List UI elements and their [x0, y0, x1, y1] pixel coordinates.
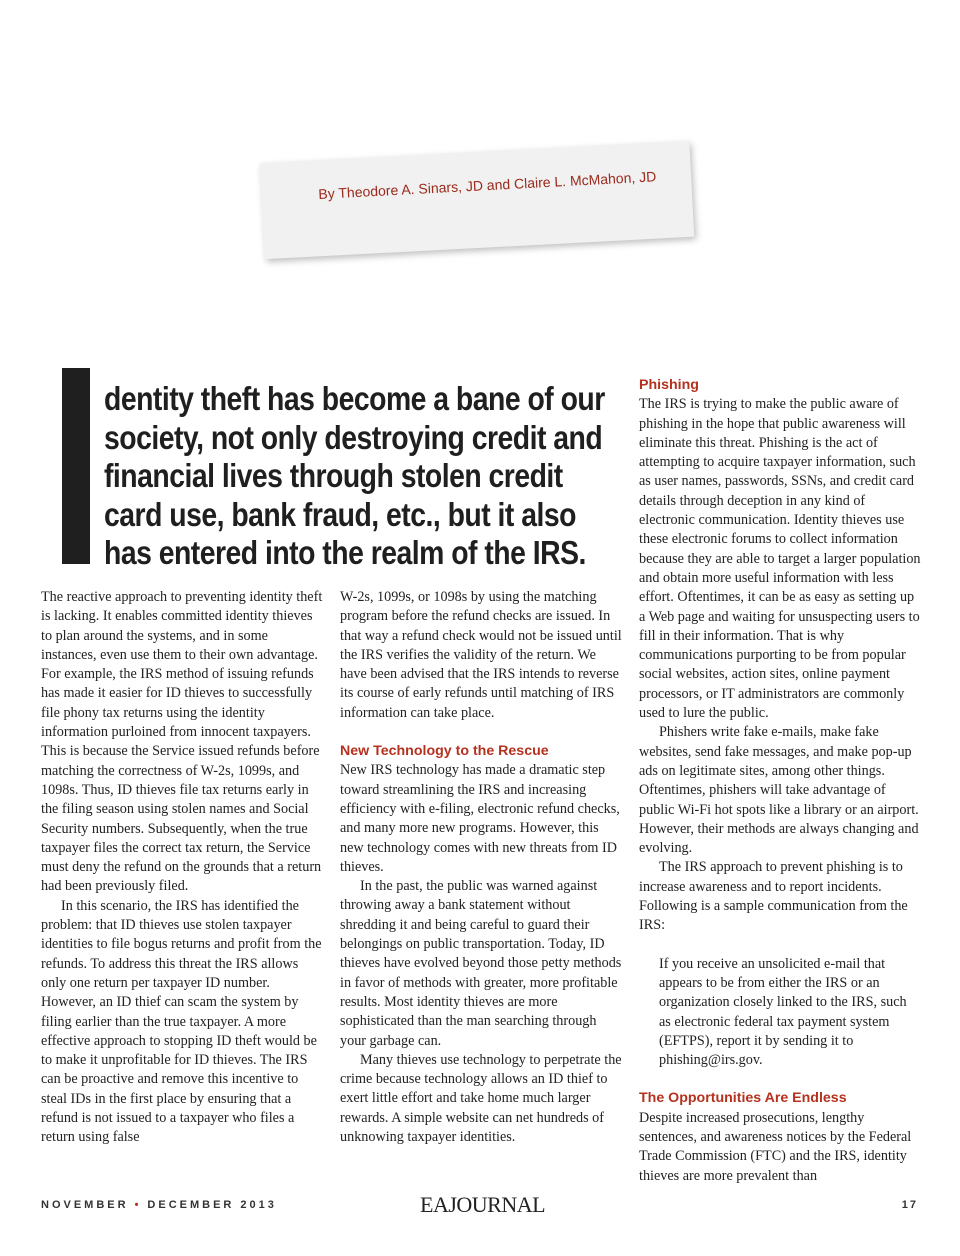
footer-month-start: NOVEMBER — [41, 1199, 129, 1211]
column-3 — [639, 376, 921, 1186]
block-quote: If you receive an unsolicited e-mail that appears to be from either the IRS or an organization closely linked to the IRS, such as electronic federal tax payment system (EFTPS), report it by sending it to phishing@irs.gov. — [659, 955, 907, 1069]
footer-month-end: DECEMBER 2013 — [147, 1199, 277, 1211]
body-paragraph: Despite increased prosecutions, lengthy sentences, and awareness notices by the Federal Trade Commission (FTC) and the IRS, identity thieves are more prevalent than — [639, 1109, 912, 1184]
body-paragraph: Many thieves use technology to perpetrate the crime because technology allows an ID thief to exert little effort and take home much larger rewards. A simple website can net hundreds of unknowing taxpayer identities. — [340, 1051, 622, 1146]
lead-line: card use, bank fraud, etc., but it also — [104, 495, 576, 533]
body-paragraph: In this scenario, the IRS has identified the problem: that ID thieves use stolen taxpayer identities to file bogus returns and profit from the refunds. To address this threat the IRS allows only one return per taxpayer ID number. However, an ID thief can scam the system by filing earlier than the true taxpayer. A more effective approach to stopping ID theft would be to make it unprofitable for ID thieves. The IRS can be proactive and remove this incentive to steal IDs in the first place by ensuring that a refund is not issued to a taxpayer who files a return using false — [41, 897, 322, 1146]
drop-cap-i — [62, 368, 90, 564]
body-paragraph: New IRS technology has made a dramatic step toward streamlining the IRS and increasing efficiency with e-filing, electronic refund checks, and many more new programs. However, this new technology comes with new threats from ID thieves. — [340, 762, 620, 875]
lead-line: society, not only destroying credit and — [104, 418, 603, 456]
section-heading: Phishing — [639, 377, 699, 393]
body-paragraph: In the past, the public was warned against throwing away a bank statement without shredding it and being careful to guard their belongings on public transportation. Today, ID thieves have evolved beyond those petty methods in favor of methods with greater, more profitable results. Most identity thieves are more sophisticated than the man searching through your garbage can. — [340, 878, 622, 1049]
column-1 — [41, 588, 323, 1148]
body-paragraph: The IRS is trying to make the public aware of phishing in the hope that public awareness will eliminate this threat. Phishing is the act of attempting to acquire taxpayer information, such as user names, passwords, SSNs, and credit card details through deception in any kind of electronic communication. Identity thieves use these electronic forums to collect information because they are able to target a larger population and obtain more useful information with less effort. Oftentimes, it can be as easy as setting up a Web page and waiting for unsuspecting users to fill in their information. That is why communications purporting to be from popular social websites, action sites, online payment processors, or IT administrators are commonly used to lure the public. — [639, 396, 921, 722]
footer-bullet: • — [134, 1199, 142, 1211]
lead-line: financial lives through stolen credit — [104, 457, 563, 494]
section-heading: New Technology to the Rescue — [340, 743, 549, 760]
journal-logo: EAJOURNAL — [420, 1192, 546, 1217]
body-paragraph: The reactive approach to preventing identity theft is lacking. It enables committed identity thieves to plan around the systems, and in some instances, even use them to their own advantage. For example, the IRS method of issuing refunds has made it easier for ID thieves to successfully file phony tax returns using the identity information purloined from innocent taxpayers. This is because the Service issued refunds before matching the correctness of W-2s, 1099s, and 1098s. Thus, ID thieves file tax returns early in the filing season using stolen names and Social Security numbers. Subsequently, when the true taxpayer files the correct tax return, the Service must deny the refund on the grounds that a return had been previously filed. — [41, 589, 323, 895]
column-2 — [340, 588, 622, 1147]
body-paragraph: Phishers write fake e-mails, make fake websites, send fake messages, and make pop-up ads on legitimate sites, among other things. Oftentimes, phishers will take advantage of public Wi-Fi hot spots like a library or an airport. However, their methods are always changing and evolving. — [639, 724, 919, 857]
footer-issue-date — [41, 1199, 277, 1211]
body-paragraph: W-2s, 1099s, or 1098s by using the matching program before the refund checks are issued. In that way a refund check would not be issued until the IRS verifies the validity of the return. We have been advised that the IRS intends to reverse its course of early refunds until matching of IRS information can take place. — [340, 589, 622, 721]
lead-line: has entered into the realm of the IRS. — [104, 534, 586, 571]
lead-line: dentity theft has become a bane of our — [104, 380, 605, 417]
section-heading: The Opportunities Are Endless — [639, 1090, 847, 1107]
page-number: 17 — [901, 1199, 918, 1211]
body-paragraph: The IRS approach to prevent phishing is to increase awareness and to report incidents. Following is a sample communication from the IRS: — [639, 859, 908, 934]
byline: By Theodore A. Sinars, JD and Claire L. McMahon, JD — [318, 168, 657, 202]
lead-paragraph — [104, 380, 624, 573]
